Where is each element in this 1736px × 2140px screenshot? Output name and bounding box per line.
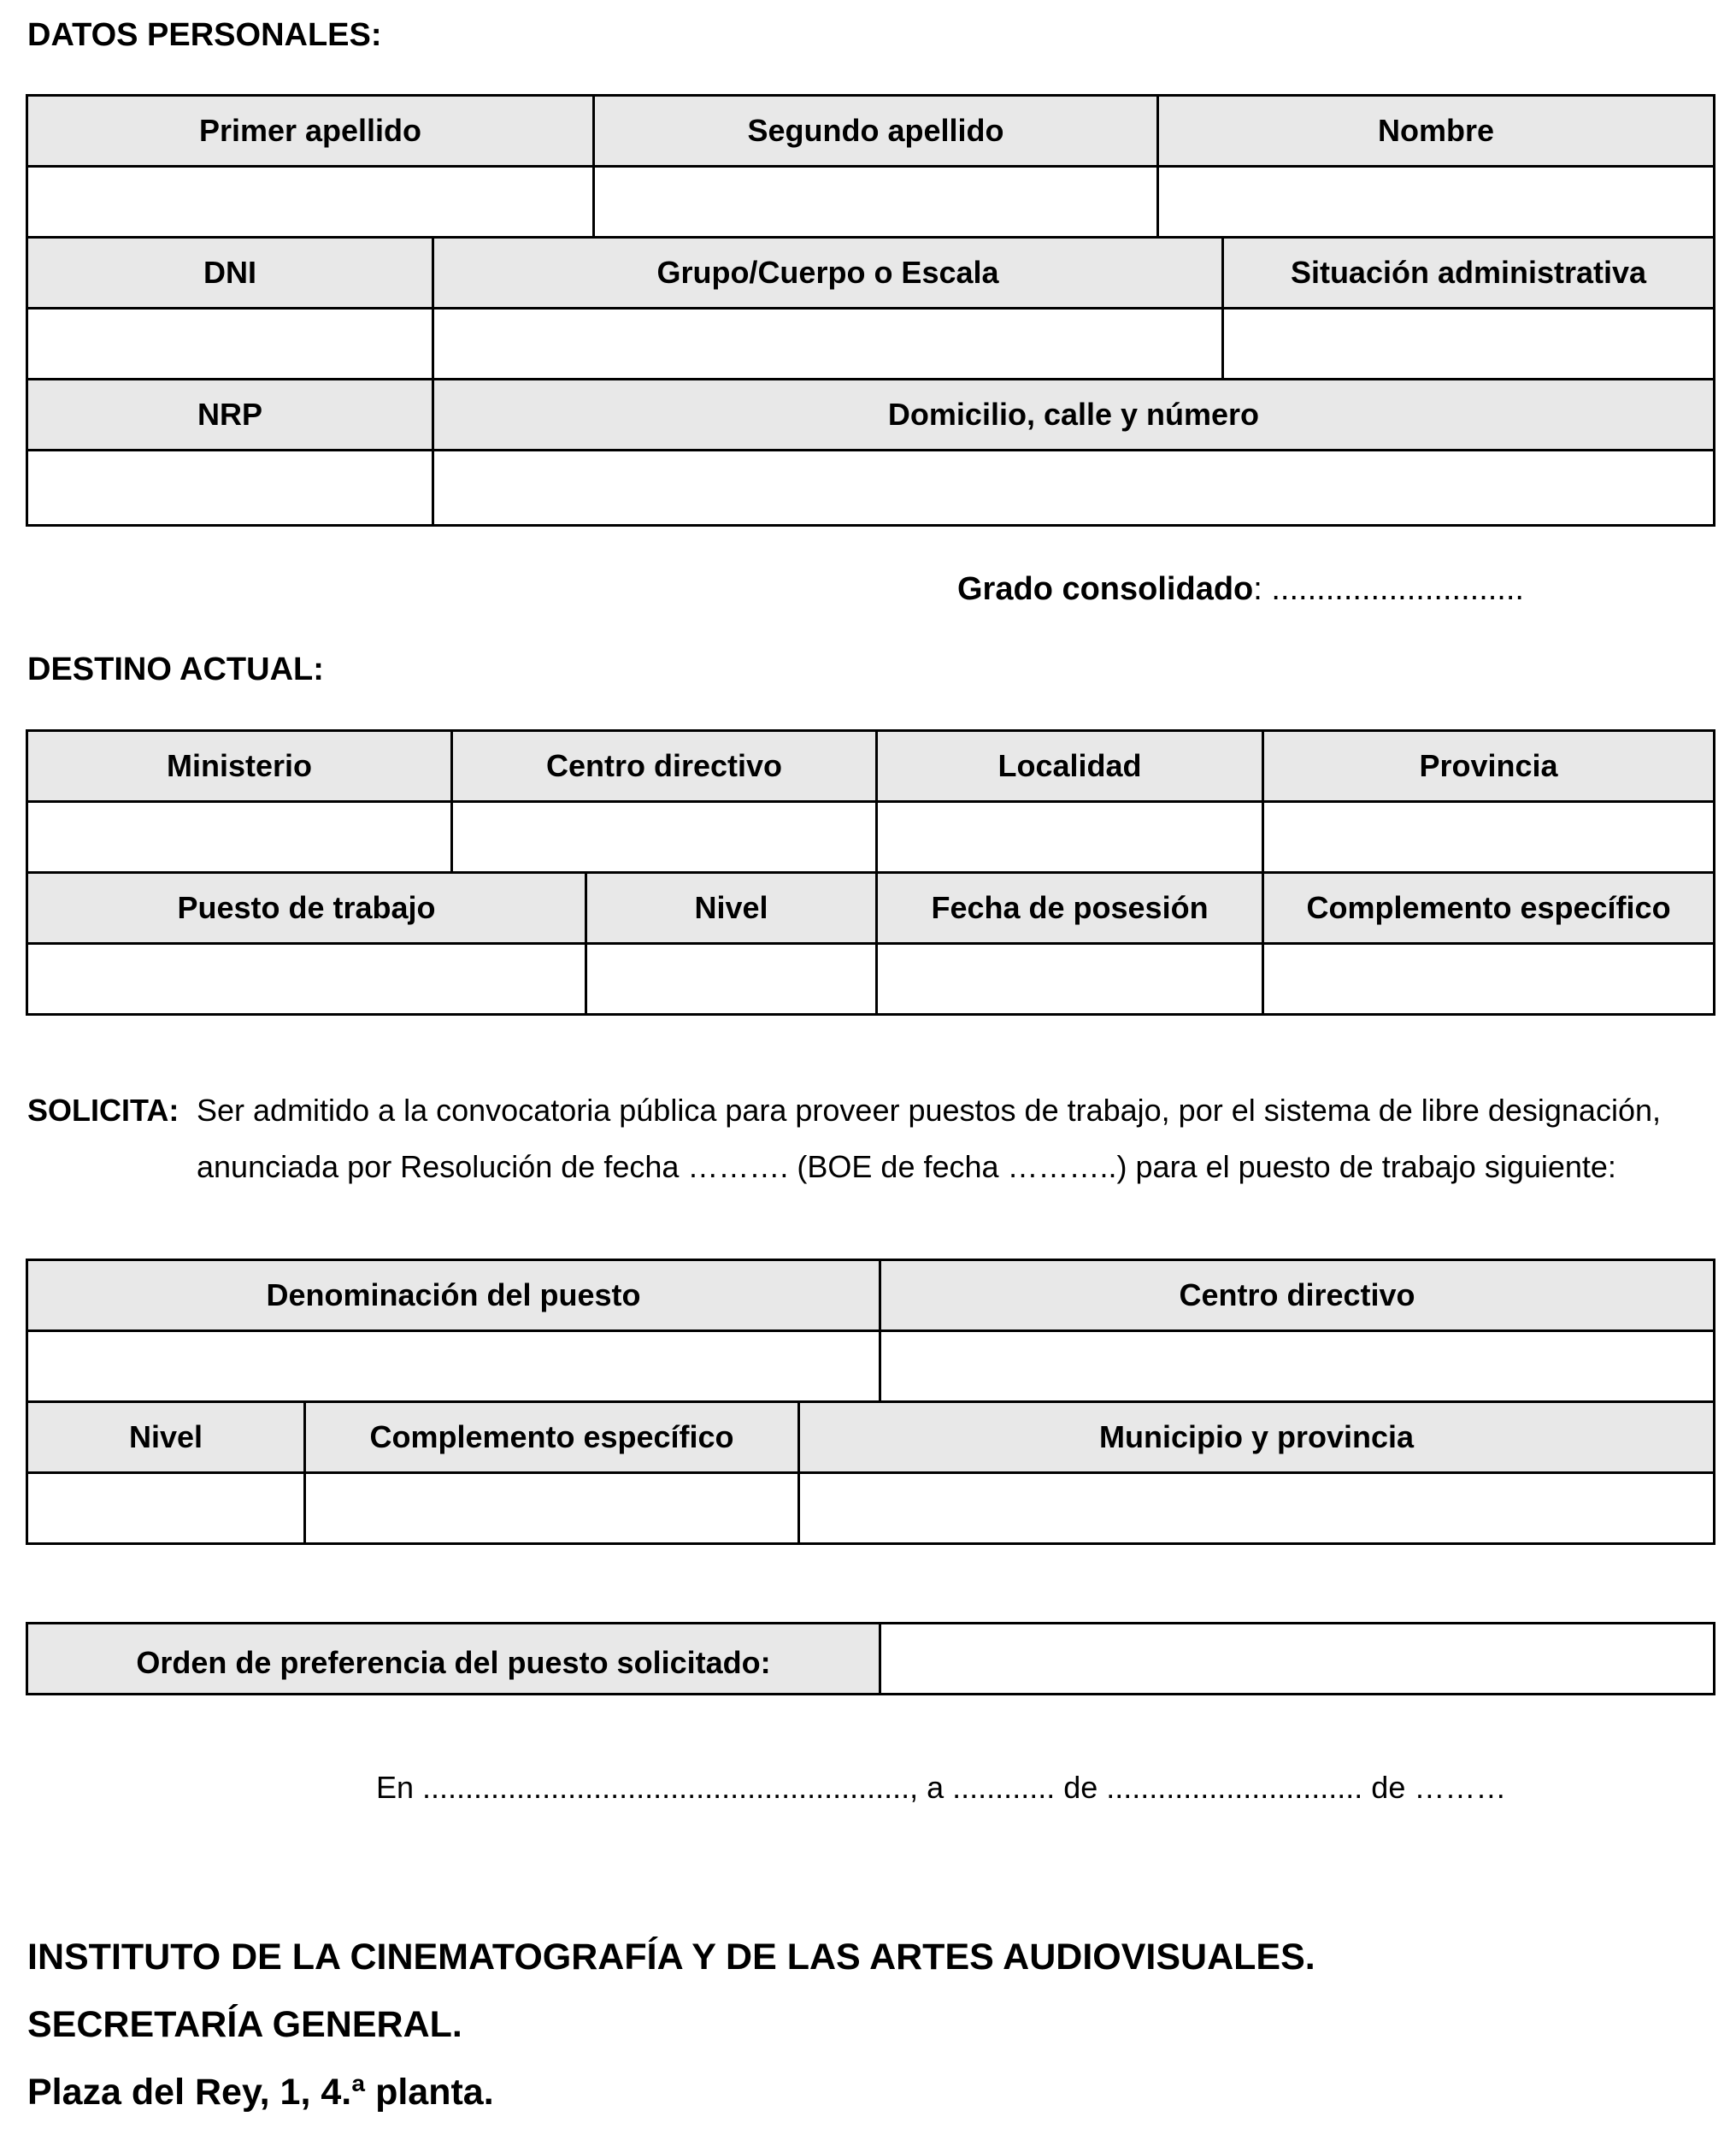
destino-actual-table — [26, 729, 1715, 1016]
field-provincia[interactable] — [1263, 802, 1715, 873]
header-situacion-administrativa: Situación administrativa — [1223, 238, 1715, 309]
header-nrp: NRP — [27, 380, 433, 451]
header-nivel: Nivel — [586, 873, 877, 944]
header-provincia: Provincia — [1263, 731, 1715, 802]
solicita-label: SOLICITA: — [27, 1093, 179, 1128]
personal-data-table — [26, 94, 1715, 527]
header-denominacion-del-puesto: Denominación del puesto — [27, 1260, 880, 1331]
header-fecha-de-posesion: Fecha de posesión — [877, 873, 1263, 944]
header-domicilio: Domicilio, calle y número — [433, 380, 1715, 451]
field-municipio-y-provincia[interactable] — [799, 1473, 1715, 1544]
header-grupo-cuerpo: Grupo/Cuerpo o Escala — [433, 238, 1223, 309]
footer-secretaria: SECRETARÍA GENERAL. — [27, 2004, 462, 2045]
field-complemento-especifico-puesto[interactable] — [305, 1473, 799, 1544]
header-puesto-de-trabajo: Puesto de trabajo — [27, 873, 586, 944]
header-complemento-especifico-puesto: Complemento específico — [305, 1402, 799, 1473]
solicita-line-1: Ser admitido a la convocatoria pública para proveer puestos de trabajo, por el sistema de libre designación, — [197, 1093, 1661, 1128]
field-orden-de-preferencia[interactable] — [880, 1624, 1715, 1695]
header-segundo-apellido: Segundo apellido — [594, 96, 1158, 167]
header-orden-de-preferencia: Orden de preferencia del puesto solicitado: — [27, 1624, 880, 1695]
field-complemento-especifico[interactable] — [1263, 944, 1715, 1015]
header-nivel-puesto: Nivel — [27, 1402, 305, 1473]
footer-direccion: Plaza del Rey, 1, 4.ª planta. — [27, 2072, 494, 2113]
header-dni: DNI — [27, 238, 433, 309]
header-municipio-y-provincia: Municipio y provincia — [799, 1402, 1715, 1473]
footer-instituto: INSTITUTO DE LA CINEMATOGRAFÍA Y DE LAS ARTES AUDIOVISUALES. — [27, 1937, 1315, 1978]
grado-consolidado — [957, 571, 1524, 608]
field-localidad[interactable] — [877, 802, 1263, 873]
header-primer-apellido: Primer apellido — [27, 96, 594, 167]
field-puesto-de-trabajo[interactable] — [27, 944, 586, 1015]
header-centro-directivo: Centro directivo — [452, 731, 877, 802]
field-nivel[interactable] — [586, 944, 877, 1015]
field-domicilio[interactable] — [433, 451, 1715, 526]
field-segundo-apellido[interactable] — [594, 167, 1158, 238]
field-primer-apellido[interactable] — [27, 167, 594, 238]
header-centro-directivo-puesto: Centro directivo — [880, 1260, 1715, 1331]
puesto-solicitado-table — [26, 1259, 1715, 1545]
signature-line: En ........................................................., a ............ de .............................. de ……… — [376, 1770, 1507, 1805]
field-ministerio[interactable] — [27, 802, 452, 873]
header-ministerio: Ministerio — [27, 731, 452, 802]
solicita-line-2: anunciada por Resolución de fecha ………. (BOE de fecha ………..) para el puesto de trabajo siguiente: — [197, 1149, 1616, 1184]
preferencia-table — [26, 1622, 1715, 1695]
grado-consolidado-label: Grado consolidado — [957, 571, 1254, 607]
header-nombre: Nombre — [1158, 96, 1715, 167]
field-denominacion-del-puesto[interactable] — [27, 1331, 880, 1402]
section-title-destino-actual: DESTINO ACTUAL: — [27, 651, 324, 687]
field-situacion-administrativa[interactable] — [1223, 309, 1715, 380]
section-title-datos-personales: DATOS PERSONALES: — [27, 17, 382, 53]
field-centro-directivo-puesto[interactable] — [880, 1331, 1715, 1402]
field-grupo-cuerpo[interactable] — [433, 309, 1223, 380]
field-nombre[interactable] — [1158, 167, 1715, 238]
field-dni[interactable] — [27, 309, 433, 380]
field-fecha-de-posesion[interactable] — [877, 944, 1263, 1015]
field-centro-directivo[interactable] — [452, 802, 877, 873]
header-complemento-especifico: Complemento específico — [1263, 873, 1715, 944]
grado-consolidado-dots: : ............................ — [1253, 571, 1524, 607]
field-nrp[interactable] — [27, 451, 433, 526]
header-localidad: Localidad — [877, 731, 1263, 802]
field-nivel-puesto[interactable] — [27, 1473, 305, 1544]
